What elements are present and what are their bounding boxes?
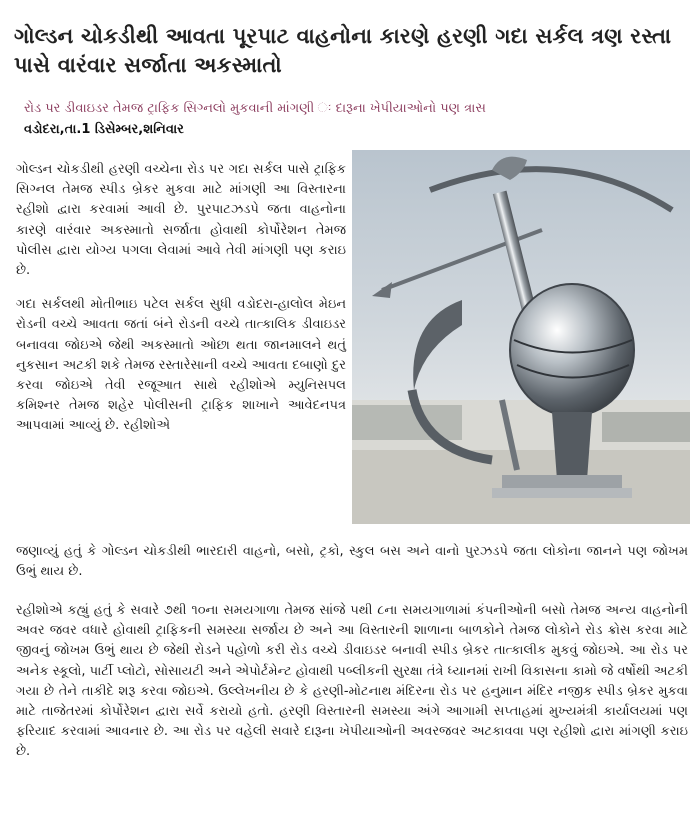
paragraph-2: ગદા સર્કલથી મોતીભાઇ પટેલ સર્કલ સુધી વડોદરા-હાલોલ મેઇન રોડની વચ્ચે આવતા જતાં બંને રોડની વચ્ચે તાત્કાલિક ડીવાઇડર બનાવવા જોઇએ જેથી અકસ્માતો ઓછા થતા જાનમાલને થતું નુકસાન અટકી શકે તેમજ રસ્તારેસાની વચ્ચે આવતા દબાણો દુર કરવા જોઇએ તેવી રજૂઆત સાથે રહીશોએ મ્યુનિસપલ કમિશ્નર તેમજ શહેર પોલીસની ટ્રાફિક શાખાને આવેદનપત્ર આપવામાં આવ્યું છે. રહીશોએ bbox=[16, 297, 346, 434]
paragraph-3: રહીશોએ કહ્યું હતું કે સવારે ૭થી ૧૦ના સમયગાળા તેમજ સાંજે ૫થી ૮ના સમયગાળામાં કંપનીઓની બસો તેમજ અન્ય વાહનોની અવર જવર વધારે હોવાથી ટ્રાફિકની સમસ્યા સર્જાય છે અને આ વિસ્તારની શાળાના બાળકોને તેમજ લોકોને રોડ ક્રોસ કરવા માટે જીવનું જોખમ ઉભું થાય છે જેથી રોડને પહોળો કરી રોડ વચ્ચે ડીવાઇડર બનાવી સ્પીડ બ્રેકર તાત્કાલીક મુકવું જોઇએ. આ રોડ પર અનેક સ્કૂલો, પાર્ટી પ્લોટો, સોસાયટી અને એપોર્ટમેન્ટ હોવાથી પબ્લીકની સુરક્ષા તંત્રે ધ્યાનમાં રાખી વિકાસના કામો જે વર્ષોથી અટકી ગયા છે તેને તાકીદે શરૂ કરવા જોઇએ. ઉલ્લેખનીય છે કે હરણી-મોટનાથ મંદિરના રોડ પર હનુમાન મંદિર નજીક સ્પીડ બ્રેકર મુકવા માટે તાજેતરમાં કોર્પોરેશન દ્વારા સર્વે કરાયો હતો. હરણી વિસ્તારની સમસ્યા અંગે આગામી સપ્તાહમાં મુખ્યમંત્રી કાર્યાલયમાં પણ ફરિયાદ કરવામાં આવનાર છે. આ રોડ પર વહેલી સવારે દારૂના ખેપીયાઓની અવરજવર અટકાવવા પણ રહીશો દ્વારા માંગણી કરાઇ છે. bbox=[16, 603, 688, 760]
deck-subheading: રોડ પર ડીવાઇડર તેમજ ટ્રાફિક સિગ્નલો મુકવાની માંગણી ઃ દારૂના ખેપીયાઓનો પણ ત્રાસ bbox=[24, 101, 486, 116]
left-column bbox=[16, 160, 346, 451]
paragraph-2-continued: જણાવ્યું હતું કે ગોલ્ડન ચોકડીથી ભારદારી વાહનો, બસો, ટ્રકો, સ્કુલ બસ અને વાનો પુરઝડપે જતા લોકોના જાનને પણ જોખમ ઉભું થાય છે. bbox=[16, 544, 688, 580]
dateline: વડોદરા,તા.1 ડિસેમ્બર,શનિવાર bbox=[24, 122, 184, 137]
photo-illustration bbox=[352, 150, 690, 524]
headline: ગોલ્ડન ચોકડીથી આવતા પૂરપાટ વાહનોના કારણે હરણી ગદા સર્કલ ત્રણ રસ્તા પાસે વારંવાર સર્જાતા અકસ્માતો bbox=[14, 24, 672, 77]
paragraph-1: ગોલ્ડન ચોકડીથી હરણી વચ્ચેના રોડ પર ગદા સર્કલ પાસે ટ્રાફિક સિગ્નલ તેમજ સ્પીડ બ્રેકર મુકવા માટે માંગણી આ વિસ્તારના રહીશો દ્વારા કરવામાં આવી છે. પુરપાટઝડપે જતા વાહનોના કારણે વારંવાર અકસ્માતો સર્જાતા હોવાથી કોર્પોરેશન તેમજ પોલીસ દ્વારા યોગ્ય પગલા લેવામાં આવે તેવી માંગણી પણ કરાઇ છે. bbox=[16, 162, 346, 279]
gada-sculpture-photo bbox=[352, 150, 690, 524]
